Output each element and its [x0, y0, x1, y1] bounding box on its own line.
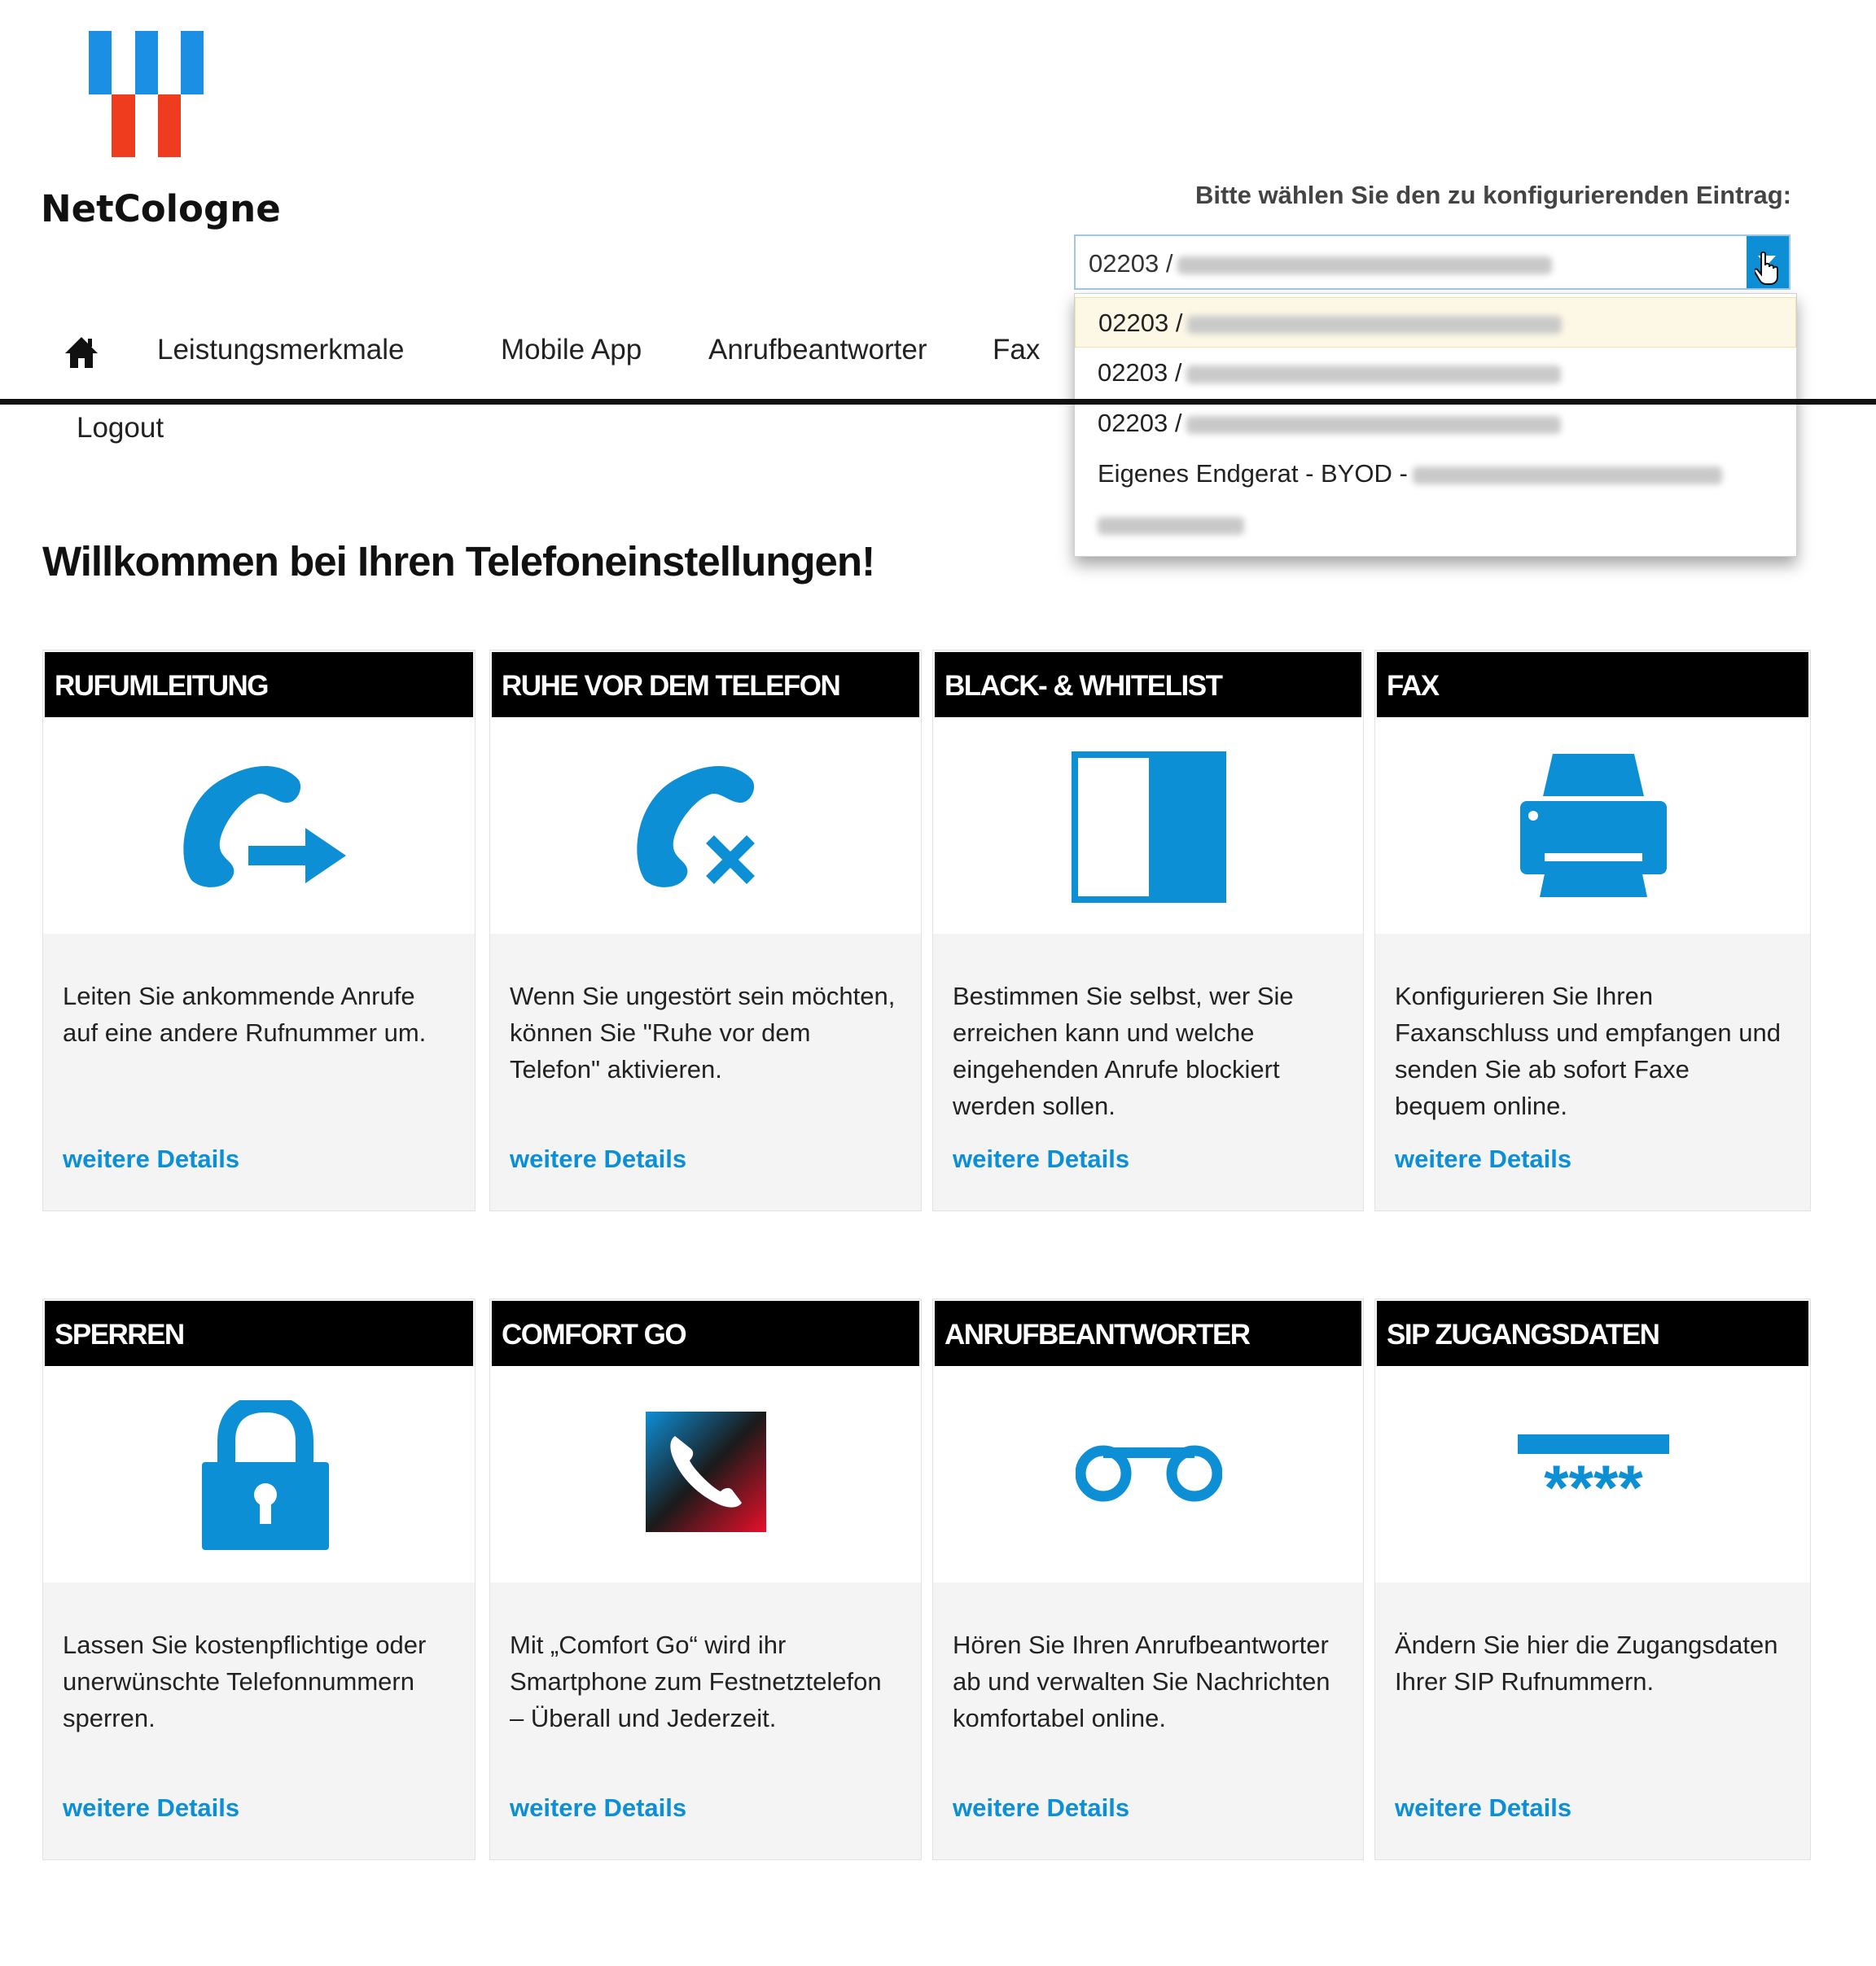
logo-bar — [112, 62, 135, 94]
redacted-text — [1186, 366, 1561, 383]
nav-home[interactable] — [64, 335, 99, 374]
card-header — [1377, 1301, 1808, 1366]
card-header — [492, 1301, 919, 1366]
option-label: 02203 / — [1098, 358, 1182, 387]
card-rufumleitung[interactable] — [42, 650, 476, 1211]
card-title: RUFUMLEITUNG — [55, 670, 268, 702]
card-black-whitelist[interactable] — [932, 650, 1364, 1211]
redacted-text — [1413, 466, 1722, 484]
card-details-link[interactable]: weitere Details — [63, 1793, 240, 1822]
card-icon-area — [43, 717, 475, 934]
redacted-text — [1187, 316, 1562, 334]
logo-bar — [89, 62, 204, 94]
card-title: SPERREN — [55, 1319, 184, 1351]
card-details-link[interactable]: weitere Details — [953, 1145, 1130, 1173]
card-details-link[interactable]: weitere Details — [63, 1145, 240, 1173]
entry-dropdown-list — [1074, 293, 1797, 557]
card-icon-area — [933, 717, 1363, 934]
card-description: Bestimmen Sie selbst, wer Sie erreichen kann und welche eingehenden Anrufe blockiert werden sollen. — [953, 982, 1294, 1120]
nav-item-anrufbeantworter[interactable]: Anrufbeantworter — [708, 334, 927, 366]
home-icon — [64, 335, 99, 370]
card-description: Wenn Sie ungestört sein möchten, können Sie "Ruhe vor dem Telefon" aktivieren. — [510, 982, 896, 1084]
netcologne-logo[interactable] — [41, 31, 281, 234]
card-icon-area — [490, 717, 921, 934]
dropdown-option[interactable] — [1075, 449, 1796, 499]
black-whitelist-icon — [1072, 751, 1226, 903]
nav-item-leistungsmerkmale[interactable]: Leistungsmerkmale — [157, 334, 405, 366]
comfort-go-icon — [646, 1412, 766, 1532]
dropdown-option[interactable] — [1075, 348, 1796, 398]
dropdown-option[interactable] — [1075, 398, 1796, 449]
selector-label: Bitte wählen Sie den zu konfigurierenden Eintrag: — [1194, 181, 1791, 209]
card-header — [45, 1301, 473, 1366]
dropdown-arrow-button[interactable] — [1747, 236, 1789, 288]
card-details-link[interactable]: weitere Details — [510, 1793, 687, 1822]
lock-icon — [202, 1400, 329, 1552]
nav-item-logout[interactable]: Logout — [77, 412, 164, 444]
redacted-text — [1098, 517, 1244, 535]
logo-bar — [158, 62, 181, 94]
entry-select[interactable] — [1074, 234, 1791, 290]
card-details-link[interactable]: weitere Details — [1395, 1145, 1572, 1173]
do-not-disturb-icon — [629, 758, 791, 896]
nav-item-mobile-app[interactable]: Mobile App — [501, 334, 642, 366]
card-title: RUHE VOR DEM TELEFON — [502, 670, 840, 702]
card-header — [1377, 652, 1808, 717]
entry-select-value — [1089, 249, 1552, 278]
fax-icon — [1520, 754, 1667, 900]
card-description: Leiten Sie ankommende Anrufe auf eine andere Rufnummer um. — [63, 982, 427, 1047]
logo-bar — [158, 94, 181, 157]
password-icon — [1518, 1434, 1669, 1516]
nav-item-fax[interactable]: Fax — [993, 334, 1041, 366]
card-header — [492, 652, 919, 717]
card-sperren[interactable] — [42, 1298, 476, 1860]
nav-divider — [0, 399, 1876, 405]
entry-select-prefix: 02203 / — [1089, 249, 1173, 278]
hand-cursor-icon — [1755, 251, 1782, 285]
card-header — [935, 652, 1361, 717]
card-anrufbeantworter[interactable] — [932, 1298, 1364, 1860]
option-label: 02203 / — [1098, 309, 1183, 337]
card-icon-area — [490, 1366, 921, 1583]
card-description: Ändern Sie hier die Zugangsdaten Ihrer SIP Rufnummern. — [1395, 1631, 1778, 1696]
voicemail-icon — [1076, 1441, 1222, 1506]
call-forward-icon — [175, 758, 354, 896]
card-details-link[interactable]: weitere Details — [1395, 1793, 1572, 1822]
card-header — [45, 652, 473, 717]
card-header — [935, 1301, 1361, 1366]
redacted-text — [1186, 416, 1561, 434]
card-title: SIP ZUGANGSDATEN — [1387, 1319, 1659, 1351]
card-description: Lassen Sie kostenpflichtige oder unerwünschte Telefonnummern sperren. — [63, 1631, 427, 1732]
logo-text: NetCologne — [41, 187, 281, 230]
card-icon-area — [933, 1366, 1363, 1583]
card-title: BLACK- & WHITELIST — [945, 670, 1222, 702]
card-title: FAX — [1387, 670, 1439, 702]
card-icon-area — [1375, 717, 1810, 934]
redacted-text — [1177, 256, 1552, 274]
card-title: ANRUFBEANTWORTER — [945, 1319, 1250, 1351]
card-title: COMFORT GO — [502, 1319, 686, 1351]
card-details-link[interactable]: weitere Details — [953, 1793, 1130, 1822]
card-details-link[interactable]: weitere Details — [510, 1145, 687, 1173]
card-description: Konfigurieren Sie Ihren Faxanschluss und empfangen und senden Sie ab sofort Faxe bequem online. — [1395, 982, 1781, 1120]
card-description: Mit „Comfort Go“ wird ihr Smartphone zum Festnetztelefon – Überall und Jederzeit. — [510, 1631, 882, 1732]
card-comfort-go[interactable] — [489, 1298, 922, 1860]
card-ruhe-vor-dem-telefon[interactable] — [489, 650, 922, 1211]
option-label: Eigenes Endgerat - BYOD - — [1098, 459, 1408, 488]
page-title: Willkommen bei Ihren Telefoneinstellungen! — [42, 538, 875, 585]
dropdown-option[interactable] — [1075, 499, 1796, 550]
svg-text:****: **** — [1544, 1452, 1643, 1516]
option-label: 02203 / — [1098, 409, 1182, 437]
card-description: Hören Sie Ihren Anrufbeantworter ab und verwalten Sie Nachrichten komfortabel online. — [953, 1631, 1330, 1732]
card-sip-zugangsdaten[interactable] — [1374, 1298, 1811, 1860]
card-fax[interactable] — [1374, 650, 1811, 1211]
dropdown-option[interactable] — [1075, 297, 1796, 348]
logo-bar — [112, 94, 135, 157]
card-icon-area — [1375, 1366, 1810, 1583]
card-icon-area — [43, 1366, 475, 1583]
